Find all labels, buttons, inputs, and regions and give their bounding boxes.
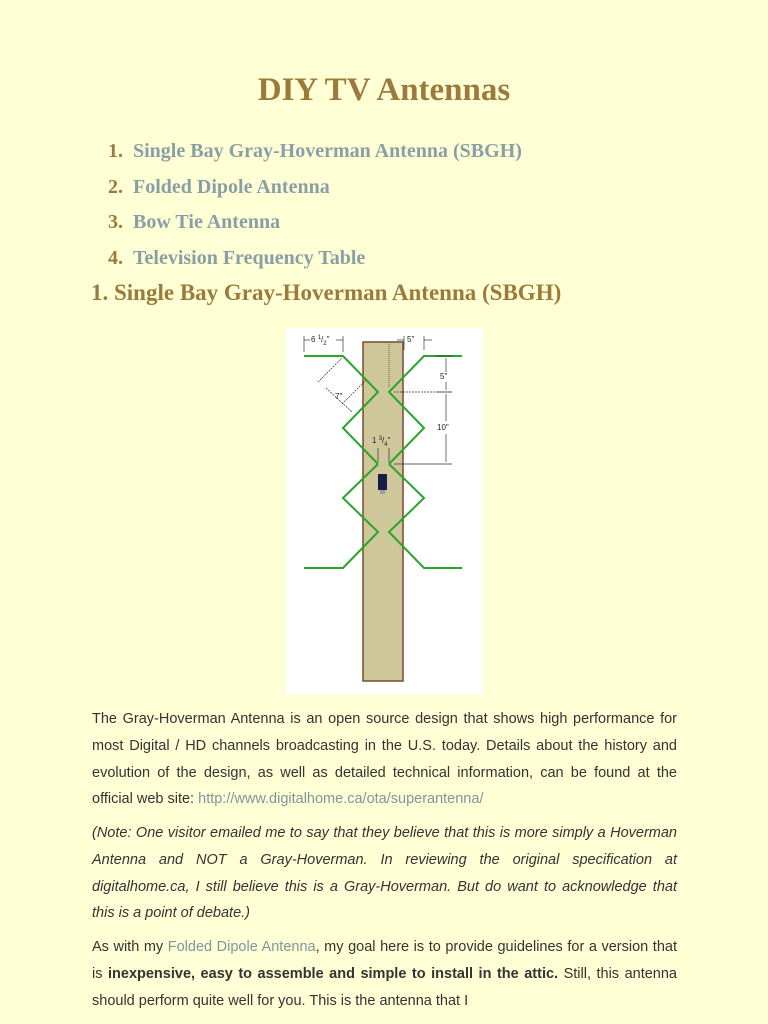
antenna-board xyxy=(363,342,403,681)
dim-label-top-right: 5" xyxy=(407,335,415,344)
antenna-diagram xyxy=(286,328,483,695)
intro-paragraph xyxy=(92,706,677,813)
section-heading-sbgh: 1. Single Bay Gray-Hoverman Antenna (SBGH) xyxy=(91,280,562,305)
goal-text-middle: , my goal here is to provide guidelines for a version that is xyxy=(92,939,677,982)
toc-link-frequency-table[interactable]: Television Frequency Table xyxy=(133,246,366,269)
toc-link-sbgh[interactable]: Single Bay Gray-Hoverman Antenna (SBGH) xyxy=(133,140,522,162)
dim-label-diagonal: 7" xyxy=(335,392,343,401)
table-of-contents xyxy=(108,136,522,278)
page-title: DIY TV Antennas xyxy=(257,72,511,108)
toc-item xyxy=(108,136,522,172)
dim-label-top-left: 6 $^1/_2$" xyxy=(311,335,330,347)
toc-item-number: 2. xyxy=(108,175,123,198)
antenna-diagram-svg xyxy=(286,328,483,695)
toc-item-number: 4. xyxy=(108,246,123,269)
goal-paragraph xyxy=(92,934,677,1014)
toc-item-number: 3. xyxy=(108,211,123,233)
goal-text-start: As with my xyxy=(92,939,168,955)
dim-label-right-middle: 10" xyxy=(437,423,449,432)
balun-lead xyxy=(380,490,385,494)
toc-item-number: 1. xyxy=(108,140,123,162)
toc-item xyxy=(108,172,522,208)
toc-item xyxy=(108,243,522,279)
dim-label-center: 1 $^3/_4$" xyxy=(372,436,391,448)
digitalhome-link[interactable]: http://www.digitalhome.ca/ota/superantenna/ xyxy=(198,791,484,808)
toc-link-bow-tie[interactable]: Bow Tie Antenna xyxy=(133,211,281,233)
note-paragraph: (Note: One visitor emailed me to say that they believe that this is more simply a Hoverman Antenna and NOT a Gray-Hoverman. In reviewing the original specification at digitalhome.ca, I still believe this is a Gray-Hoverman. But do want to acknowledge that this is a point of debate.) xyxy=(92,825,677,922)
balun xyxy=(378,474,387,490)
intro-text: The Gray-Hoverman Antenna is an open source design that shows high performance for most Digital / HD channels broadcasting in the U.S. today. Details about the history and evolution of the design, as well as detailed technical information, can be found at the official web site: xyxy=(92,711,677,808)
toc-item xyxy=(108,207,522,243)
goal-text-end: Still, this antenna should perform quite well for you. This is the antenna that I xyxy=(92,965,677,1009)
folded-dipole-link[interactable]: Folded Dipole Antenna xyxy=(167,939,316,955)
dim-label-right-upper: 5" xyxy=(440,372,448,381)
goal-text-bold: inexpensive, easy to assemble and simple to install in the attic. xyxy=(108,965,559,982)
toc-link-folded-dipole[interactable]: Folded Dipole Antenna xyxy=(133,175,330,198)
